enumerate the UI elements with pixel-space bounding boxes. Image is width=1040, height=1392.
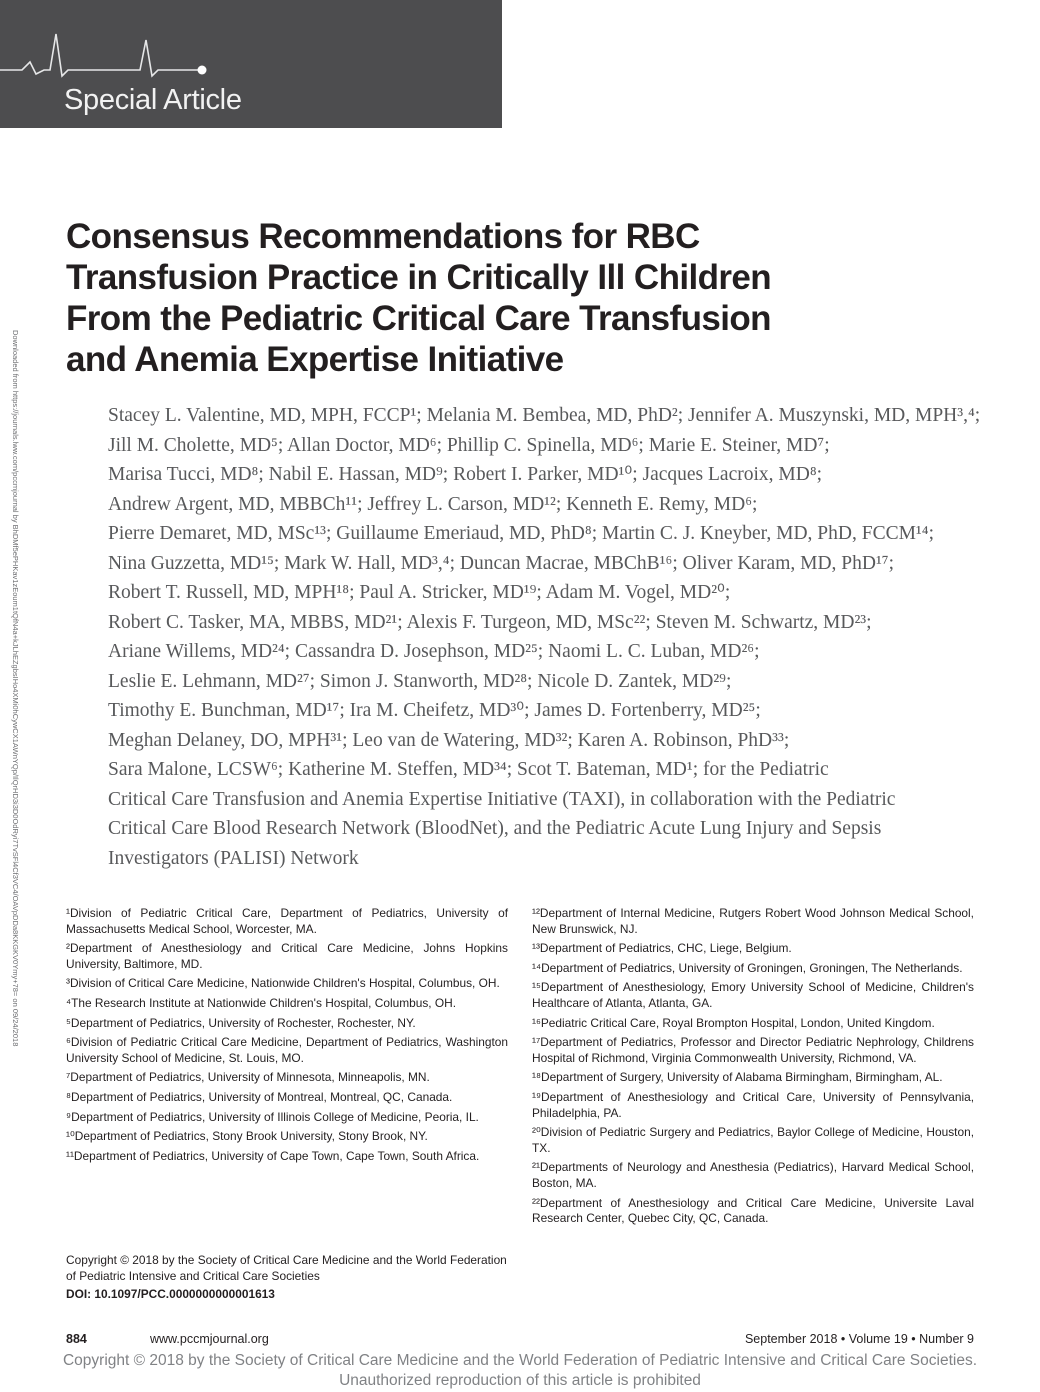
affiliation-item: ¹⁰Department of Pediatrics, Stony Brook University, Stony Brook, NY.: [66, 1129, 428, 1144]
author-line: Ariane Willems, MD²⁴; Cassandra D. Josephson, MD²⁵; Naomi L. C. Luban, MD²⁶;: [108, 641, 760, 662]
affiliation-item: ¹³Department of Pediatrics, CHC, Liege, Belgium.: [532, 941, 792, 956]
copyright-notice: Copyright © 2018 by the Society of Critical Care Medicine and the World Federation of Pediatric Intensive and Critical Care Societies.: [62, 1352, 978, 1369]
download-note: Downloaded from https://journals.lww.com/pccmjournal by BhDMf5ePHKav1zEoum1tQfN4a+kJLhEZgbsIHo4XMi0hCywCX1AWnYQp/IlQrHD3i3D0OdRyi7TvSFl4Cf3VC4/OAVpDDa8KKGKV0Ymy+78= on 09/24/2018: [11, 330, 20, 1047]
title-line: and Anemia Expertise Initiative: [66, 340, 564, 379]
copyright-text: Copyright © 2018 by the Society of Critical Care Medicine and the World Federation of Pediatric Intensive and Critical Care Societies: [66, 1253, 507, 1283]
affiliation-item: ²²Department of Anesthesiology and Critical Care Medicine, Universite Laval Research Center, Quebec City, QC, Canada.: [532, 1195, 974, 1226]
author-line: Meghan Delaney, DO, MPH³¹; Leo van de Watering, MD³²; Karen A. Robinson, PhD³³;: [108, 729, 790, 751]
author-line: Timothy E. Bunchman, MD¹⁷; Ira M. Cheifetz, MD³⁰; James D. Fortenberry, MD²⁵;: [108, 700, 761, 721]
affiliation-item: ⁶Division of Pediatric Critical Care Medicine, Department of Pediatrics, Washington University School of Medicine, St. Louis, MO.: [66, 1035, 508, 1065]
affiliation-item: ⁹Department of Pediatrics, University of Illinois College of Medicine, Peoria, IL.: [66, 1109, 479, 1124]
article-title: [66, 216, 926, 380]
affiliation-item: ²⁰Division of Pediatric Surgery and Pediatrics, Baylor College of Medicine, Houston, TX.: [532, 1125, 974, 1155]
affiliation-item: ¹¹Department of Pediatrics, University of Cape Town, Cape Town, South Africa.: [66, 1148, 480, 1163]
author-line: Critical Care Blood Research Network (BloodNet), and the Pediatric Acute Lung Injury and Sepsis: [108, 818, 882, 839]
doi-link[interactable]: DOI: 10.1097/PCC.0000000000001613: [66, 1287, 275, 1302]
affiliation-item: ¹Division of Pediatric Critical Care, Department of Pediatrics, University of Massachusetts Medical School, Worcester, MA.: [66, 906, 508, 936]
author-line: Nina Guzzetta, MD¹⁵; Mark W. Hall, MD³,⁴; Duncan Macrae, MBChB¹⁶; Oliver Karam, MD, PhD¹⁷;: [108, 552, 895, 574]
affiliation-item: ¹²Department of Internal Medicine, Rutgers Robert Wood Johnson Medical School, New Brunswick, NJ.: [532, 906, 974, 936]
author-line: Robert C. Tasker, MA, MBBS, MD²¹; Alexis F. Turgeon, MD, MSc²²; Steven M. Schwartz, MD²³;: [108, 611, 872, 633]
copyright-block: [66, 1253, 508, 1303]
affiliation-item: ¹⁷Department of Pediatrics, Professor and Director Pediatric Nephrology, Childrens Hospital of Richmond, Virginia Commonwealth University, Richmond, VA.: [532, 1035, 974, 1065]
section-label: Special Article: [64, 84, 242, 116]
author-line: Robert T. Russell, MD, MPH¹⁸; Paul A. Stricker, MD¹⁹; Adam M. Vogel, MD²⁰;: [108, 582, 731, 603]
author-line: Leslie E. Lehmann, MD²⁷; Simon J. Stanworth, MD²⁸; Nicole D. Zantek, MD²⁹;: [108, 670, 732, 692]
affiliation-item: ¹⁴Department of Pediatrics, University of Groningen, Groningen, The Netherlands.: [532, 960, 963, 975]
author-line: Investigators (PALISI) Network: [108, 847, 359, 869]
affiliation-item: ⁵Department of Pediatrics, University of Rochester, Rochester, NY.: [66, 1015, 416, 1030]
author-line: Marisa Tucci, MD⁸; Nabil E. Hassan, MD⁹; Robert I. Parker, MD¹⁰; Jacques Lacroix, MD⁸;: [108, 464, 823, 485]
affiliation-item: ¹⁹Department of Anesthesiology and Critical Care, University of Pennsylvania, Philadelphia, PA.: [532, 1089, 974, 1120]
affiliation-item: ¹⁸Department of Surgery, University of Alabama Birmingham, Birmingham, AL.: [532, 1070, 943, 1085]
affiliation-item: ¹⁶Pediatric Critical Care, Royal Brompton Hospital, London, United Kingdom.: [532, 1015, 935, 1030]
author-list: [108, 401, 1008, 873]
affiliation-item: ⁴The Research Institute at Nationwide Children's Hospital, Columbus, OH.: [66, 995, 457, 1010]
author-line: Pierre Demaret, MD, MSc¹³; Guillaume Emeriaud, MD, PhD⁸; Martin C. J. Kneyber, MD, PhD, FCCM¹⁴;: [108, 523, 934, 544]
affiliations-right-column: [532, 906, 974, 1231]
page-number: 884: [66, 1332, 87, 1346]
affiliation-item: ⁸Department of Pediatrics, University of Montreal, Montreal, QC, Canada.: [66, 1089, 453, 1104]
affiliation-item: ²¹Departments of Neurology and Anesthesia (Pediatrics), Harvard Medical School, Boston, MA.: [532, 1160, 974, 1190]
author-line: Jill M. Cholette, MD⁵; Allan Doctor, MD⁶; Phillip C. Spinella, MD⁶; Marie E. Steiner, MD⁷;: [108, 434, 830, 456]
title-line: From the Pediatric Critical Care Transfusion: [66, 299, 771, 338]
author-line: Critical Care Transfusion and Anemia Expertise Initiative (TAXI), in collaboration with the Pediatric: [108, 788, 896, 810]
affiliation-item: ⁷Department of Pediatrics, University of Minnesota, Minneapolis, MN.: [66, 1070, 430, 1085]
issue-info: September 2018 • Volume 19 • Number 9: [744, 1332, 974, 1346]
affiliation-item: ³Division of Critical Care Medicine, Nationwide Children's Hospital, Columbus, OH.: [66, 976, 500, 991]
author-line: Andrew Argent, MD, MBBCh¹¹; Jeffrey L. Carson, MD¹²; Kenneth E. Remy, MD⁶;: [108, 493, 758, 515]
title-line: Consensus Recommendations for RBC: [66, 217, 700, 256]
affiliations-left-column: [66, 906, 508, 1168]
author-line: Sara Malone, LCSW⁶; Katherine M. Steffen, MD³⁴; Scot T. Bateman, MD¹; for the Pediatric: [108, 759, 829, 780]
reproduction-notice: Unauthorized reproduction of this article is prohibited: [339, 1372, 701, 1389]
affiliation-item: ¹⁵Department of Anesthesiology, Emory University School of Medicine, Children's Healthcare of Atlanta, Atlanta, GA.: [532, 980, 974, 1010]
author-line: Stacey L. Valentine, MD, MPH, FCCP¹; Melania M. Bembea, MD, PhD²; Jennifer A. Muszynski, MD, MPH³,⁴;: [108, 405, 981, 426]
section-banner: [0, 0, 502, 128]
title-line: Transfusion Practice in Critically Ill Children: [66, 258, 772, 297]
journal-url-link[interactable]: www.pccmjournal.org: [150, 1332, 269, 1346]
affiliation-item: ²Department of Anesthesiology and Critical Care Medicine, Johns Hopkins University, Baltimore, MD.: [66, 941, 508, 971]
